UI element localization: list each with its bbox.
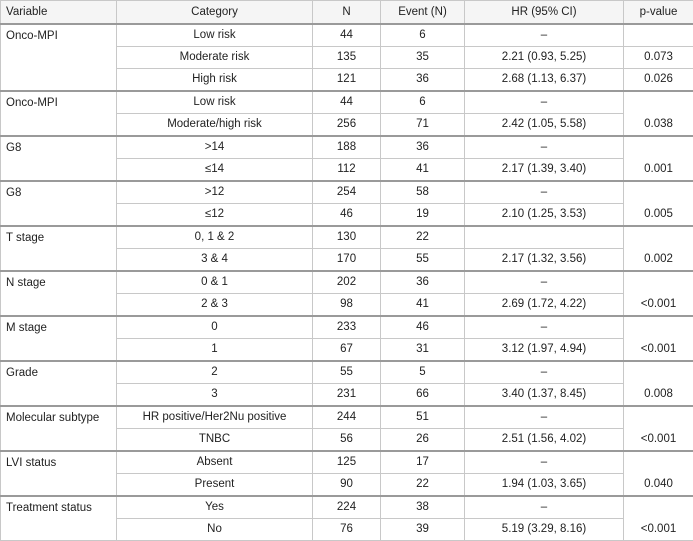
n-cell: 98 [313,294,381,317]
hr-cell: 2.10 (1.25, 3.53) [465,204,624,227]
table-row [1,136,693,159]
event-cell: 26 [381,429,465,452]
p-value-cell: 0.038 [624,91,693,136]
n-cell: 135 [313,47,381,69]
event-cell: 36 [381,136,465,159]
variable-cell: LVI status [1,451,117,496]
p-value-cell: <0.001 [624,316,693,361]
table-row [1,91,693,114]
category-cell: Present [117,474,313,497]
category-cell: TNBC [117,429,313,452]
p-value-cell [624,24,693,47]
hr-cell: 2.17 (1.32, 3.56) [465,249,624,272]
table-row [1,271,693,294]
table-row [1,181,693,204]
hr-cell: 5.19 (3.29, 8.16) [465,519,624,541]
p-value-cell: 0.026 [624,69,693,92]
n-cell: 130 [313,226,381,249]
event-cell: 31 [381,339,465,362]
event-cell: 51 [381,406,465,429]
n-cell: 231 [313,384,381,407]
hr-cell: 2.42 (1.05, 5.58) [465,114,624,137]
n-cell: 67 [313,339,381,362]
p-value-cell: 0.002 [624,226,693,271]
hr-cell: 2.51 (1.56, 4.02) [465,429,624,452]
hr-cell: – [465,24,624,47]
variable-cell: M stage [1,316,117,361]
event-cell: 19 [381,204,465,227]
n-cell: 202 [313,271,381,294]
n-cell: 256 [313,114,381,137]
n-cell: 224 [313,496,381,519]
header-hr: HR (95% CI) [465,1,624,25]
category-cell: 2 & 3 [117,294,313,317]
n-cell: 121 [313,69,381,92]
event-cell: 22 [381,226,465,249]
event-cell: 36 [381,271,465,294]
n-cell: 188 [313,136,381,159]
n-cell: 44 [313,91,381,114]
category-cell: HR positive/Her2Nu positive [117,406,313,429]
n-cell: 170 [313,249,381,272]
n-cell: 90 [313,474,381,497]
n-cell: 233 [313,316,381,339]
event-cell: 36 [381,69,465,92]
event-cell: 41 [381,294,465,317]
n-cell: 244 [313,406,381,429]
category-cell: Moderate risk [117,47,313,69]
hr-cell: – [465,91,624,114]
category-cell: Absent [117,451,313,474]
hr-cell: – [465,271,624,294]
variable-cell: G8 [1,136,117,181]
category-cell: ≤12 [117,204,313,227]
event-cell: 58 [381,181,465,204]
category-cell: 0 [117,316,313,339]
category-cell: 2 [117,361,313,384]
event-cell: 17 [381,451,465,474]
category-cell: 3 & 4 [117,249,313,272]
event-cell: 22 [381,474,465,497]
variable-cell: Onco-MPI [1,91,117,136]
p-value-cell: 0.073 [624,47,693,69]
header-row [1,1,693,25]
p-value-cell: <0.001 [624,271,693,316]
event-cell: 38 [381,496,465,519]
event-cell: 5 [381,361,465,384]
event-cell: 66 [381,384,465,407]
p-value-cell: <0.001 [624,496,693,541]
category-cell: High risk [117,69,313,92]
event-cell: 55 [381,249,465,272]
variable-cell: G8 [1,181,117,226]
hr-cell: 3.40 (1.37, 8.45) [465,384,624,407]
header-p-value: p-value [624,1,693,25]
category-cell: Low risk [117,24,313,47]
hr-cell [465,226,624,249]
category-cell: 0 & 1 [117,271,313,294]
event-cell: 46 [381,316,465,339]
table-row [1,406,693,429]
category-cell: ≤14 [117,159,313,182]
n-cell: 44 [313,24,381,47]
header-n: N [313,1,381,25]
category-cell: No [117,519,313,541]
n-cell: 112 [313,159,381,182]
p-value-cell: 0.001 [624,136,693,181]
n-cell: 254 [313,181,381,204]
table-row [1,316,693,339]
p-value-cell: 0.005 [624,181,693,226]
hr-cell: – [465,361,624,384]
hr-cell: 1.94 (1.03, 3.65) [465,474,624,497]
table-row [1,24,693,47]
p-value-cell: 0.040 [624,451,693,496]
category-cell: 0, 1 & 2 [117,226,313,249]
event-cell: 35 [381,47,465,69]
variable-cell: Grade [1,361,117,406]
table-row [1,226,693,249]
hr-cell: 2.17 (1.39, 3.40) [465,159,624,182]
table-body [1,24,693,541]
hr-cell: 2.68 (1.13, 6.37) [465,69,624,92]
table-row [1,361,693,384]
n-cell: 76 [313,519,381,541]
hr-cell: – [465,496,624,519]
variable-cell: N stage [1,271,117,316]
hr-cell: 2.21 (0.93, 5.25) [465,47,624,69]
category-cell: >14 [117,136,313,159]
hr-cell: – [465,181,624,204]
variable-cell: T stage [1,226,117,271]
category-cell: >12 [117,181,313,204]
p-value-cell: 0.008 [624,361,693,406]
event-cell: 41 [381,159,465,182]
hr-cell: – [465,316,624,339]
n-cell: 46 [313,204,381,227]
category-cell: Low risk [117,91,313,114]
n-cell: 55 [313,361,381,384]
variable-cell: Molecular subtype [1,406,117,451]
variable-cell: Treatment status [1,496,117,541]
header-category: Category [117,1,313,25]
category-cell: 1 [117,339,313,362]
n-cell: 125 [313,451,381,474]
category-cell: Moderate/high risk [117,114,313,137]
event-cell: 6 [381,24,465,47]
event-cell: 71 [381,114,465,137]
p-value-cell: <0.001 [624,406,693,451]
category-cell: 3 [117,384,313,407]
header-event: Event (N) [381,1,465,25]
category-cell: Yes [117,496,313,519]
event-cell: 39 [381,519,465,541]
table-row [1,496,693,519]
event-cell: 6 [381,91,465,114]
hr-cell: – [465,406,624,429]
n-cell: 56 [313,429,381,452]
hr-cell: 3.12 (1.97, 4.94) [465,339,624,362]
table-row [1,451,693,474]
hr-cell: – [465,451,624,474]
header-variable: Variable [1,1,117,25]
hr-cell: 2.69 (1.72, 4.22) [465,294,624,317]
variable-cell: Onco-MPI [1,24,117,91]
hr-cell: – [465,136,624,159]
